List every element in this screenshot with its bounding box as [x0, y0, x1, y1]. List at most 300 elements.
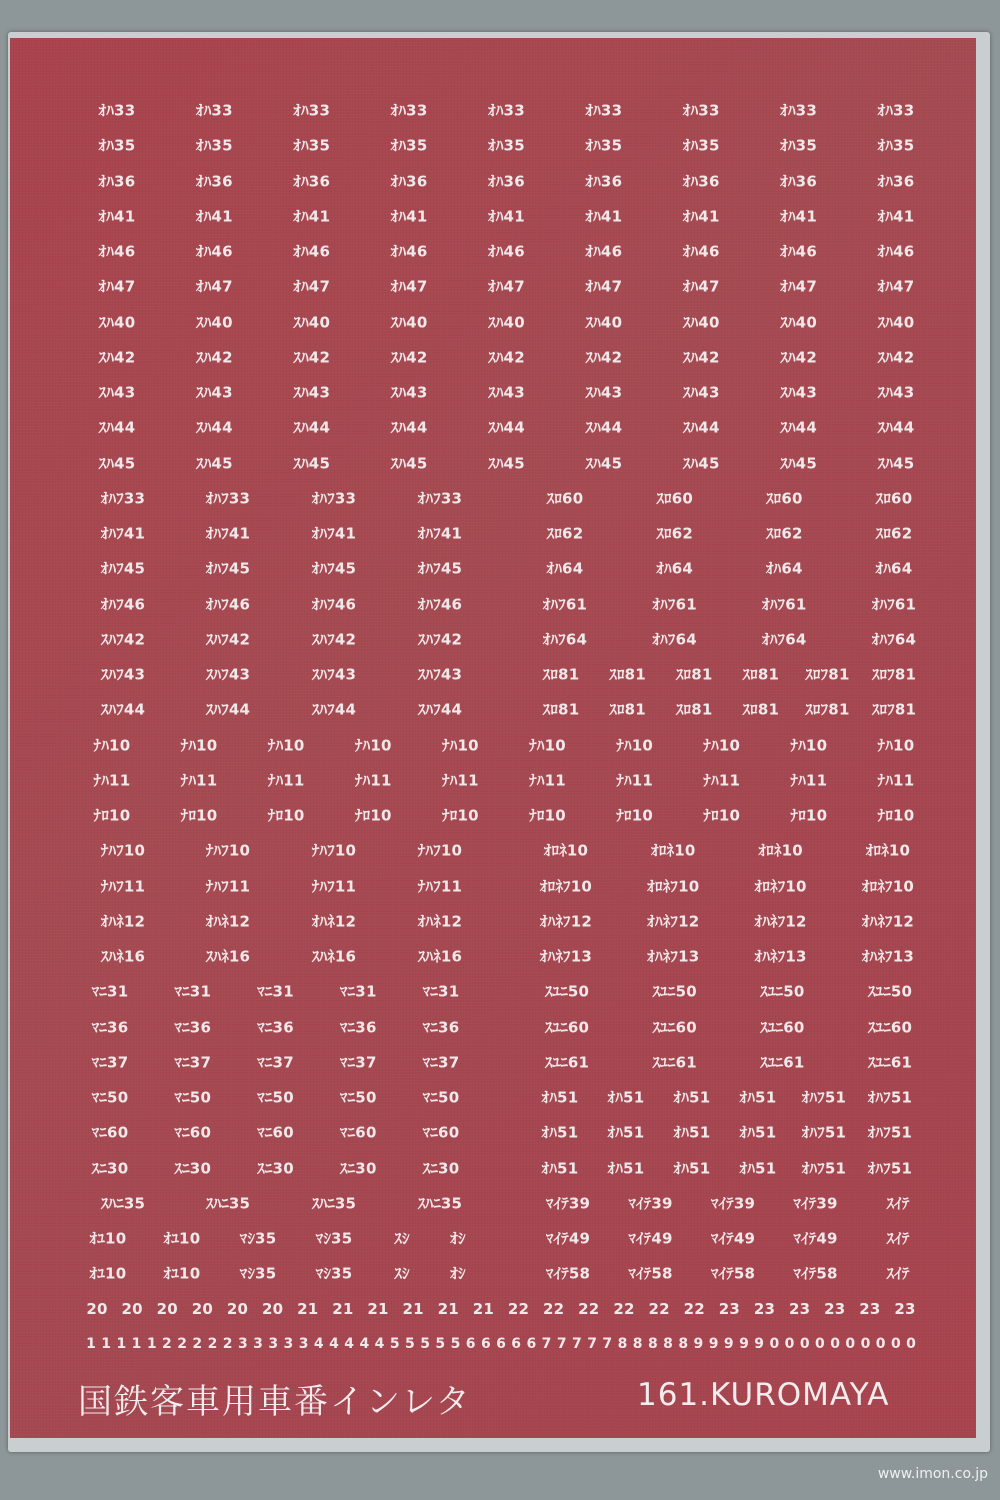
- decal-label: ｵﾊ35: [196, 136, 233, 155]
- decal-label: ｽﾊﾌ43: [100, 665, 146, 684]
- decal-label: ｽﾊﾈ16: [205, 947, 251, 966]
- decal-label: ｽﾕﾆ60: [652, 1018, 697, 1036]
- decal-label: ﾏﾆ36: [339, 1018, 377, 1036]
- decal-label: ｽﾕﾆ61: [652, 1053, 697, 1072]
- decal-label: 23: [859, 1299, 881, 1318]
- decal-label: ｵﾕ10: [163, 1229, 201, 1248]
- decal-label: ｽﾊﾈ16: [100, 947, 146, 966]
- decal-label: 7: [587, 1335, 597, 1352]
- decal-label: 23: [753, 1299, 776, 1318]
- decal-label: ｽﾊ42: [293, 348, 331, 367]
- decal-label: ｽﾊﾌ42: [100, 630, 146, 649]
- decal-label: ﾏｲﾃ39: [545, 1194, 591, 1213]
- decal-label: ﾅﾛ10: [616, 806, 653, 825]
- decal-label: ｵﾊ35: [98, 136, 136, 155]
- decal-label: ﾏﾆ37: [174, 1053, 212, 1072]
- decal-label: ｽﾊ44: [293, 418, 331, 437]
- decal-label: ｽﾛ81: [542, 665, 580, 684]
- decal-label: ﾅﾊ11: [267, 771, 305, 790]
- decal-label: 20: [86, 1299, 108, 1318]
- decal-label: 21: [332, 1299, 354, 1318]
- decal-label: ｽﾕﾆ60: [544, 1018, 590, 1036]
- decal-label: ｵﾊﾌ61: [762, 595, 807, 613]
- decal-label: ｵﾊ47: [780, 277, 817, 296]
- decal-label: 2: [222, 1335, 233, 1352]
- decal-label: ﾅﾊ10: [616, 736, 653, 754]
- decal-label: ｽﾕﾆ61: [544, 1053, 590, 1072]
- decal-label: 23: [788, 1299, 811, 1318]
- decal-label: ﾏｲﾃ49: [545, 1229, 591, 1248]
- decal-label: ｽﾊ43: [390, 383, 428, 402]
- decal-label: 0: [830, 1335, 840, 1352]
- decal-label: 0: [860, 1335, 871, 1352]
- decal-label: ｽﾊ45: [682, 454, 720, 472]
- decal-label: ｽﾊﾈ16: [417, 947, 463, 966]
- decal-label: ﾏｲﾃ58: [793, 1264, 838, 1283]
- decal-label: 20: [121, 1299, 143, 1318]
- decal-label: ﾅﾊ11: [703, 771, 741, 790]
- decal-label: ｵﾊ47: [293, 277, 331, 296]
- decal-label: ｵﾊﾈﾌ12: [647, 912, 700, 931]
- decal-label: ｵﾊ46: [682, 242, 720, 261]
- decal-label: ｽﾊ43: [98, 383, 136, 402]
- decal-label: ｽﾛ60: [875, 489, 913, 508]
- decal-label: ｽﾊ44: [488, 418, 525, 437]
- decal-label: ﾏﾆ36: [91, 1018, 129, 1036]
- decal-label: ｽﾊﾈ16: [311, 947, 357, 966]
- decal-label: ｵﾊﾌ41: [417, 524, 463, 543]
- decal-label: 4: [359, 1335, 370, 1352]
- decal-label: ｵﾕ10: [163, 1264, 201, 1283]
- decal-label: ｵﾛﾈ10: [651, 841, 696, 860]
- decal-label: ｵﾊ33: [293, 101, 331, 120]
- decal-label: 23: [718, 1299, 740, 1318]
- decal-label: ｽﾛ62: [546, 524, 584, 543]
- decal-label: 2: [162, 1335, 172, 1352]
- decal-label: ｽﾊﾆ35: [100, 1194, 146, 1213]
- decal-label: ｵﾊ64: [765, 559, 803, 578]
- decal-label: ﾅﾛ10: [267, 806, 305, 825]
- decal-label: ｵﾊﾌ45: [100, 559, 146, 578]
- decal-label: ﾏﾆ36: [257, 1018, 294, 1036]
- decal-label: ｵﾊ36: [293, 172, 331, 190]
- decal-label: 7: [602, 1335, 613, 1352]
- decal-label: 1: [86, 1335, 96, 1352]
- decal-label: ｵﾊ36: [682, 172, 720, 190]
- decal-label: ｽﾊ40: [293, 313, 331, 331]
- decal-label: ｽﾊ43: [780, 383, 817, 402]
- decal-label: ｵﾊﾌ51: [867, 1123, 913, 1142]
- decal-label: ｽｼ: [394, 1264, 410, 1283]
- decal-label: ｽﾕﾆ50: [544, 982, 590, 1001]
- decal-label: ｽﾊ42: [98, 348, 136, 367]
- decal-label: 7: [541, 1335, 552, 1352]
- decal-label: ﾏｲﾃ39: [793, 1194, 838, 1213]
- decal-label: ｽﾊ40: [877, 313, 915, 331]
- decal-label: ﾅﾛ10: [877, 806, 915, 825]
- decal-label: ｵﾊ51: [541, 1088, 579, 1107]
- decal-label: ｵﾊﾌ51: [801, 1159, 847, 1177]
- decal-label: ｵﾊ36: [98, 172, 136, 190]
- decal-label: ﾅﾛ10: [93, 806, 131, 825]
- decal-label: 23: [824, 1299, 846, 1318]
- watermark-text: www.imon.co.jp: [877, 1466, 988, 1482]
- decal-label: ｽﾊ42: [488, 348, 525, 367]
- decal-label: ｽﾛ60: [765, 489, 803, 508]
- decal-label: 8: [647, 1335, 658, 1352]
- decal-label: 2: [192, 1335, 203, 1352]
- decal-label: ｽﾊﾌ44: [205, 700, 251, 719]
- decal-label: ｵﾊ35: [390, 136, 428, 155]
- decal-label: ｵﾊﾌ51: [867, 1159, 913, 1177]
- decal-label: ｵﾊ51: [541, 1123, 579, 1142]
- decal-label: ﾏﾆ60: [257, 1123, 294, 1142]
- decal-label: ｽﾛ81: [675, 700, 713, 719]
- decal-label: ｵﾊﾌ61: [871, 595, 917, 613]
- decal-label: ｵﾊ51: [541, 1159, 579, 1177]
- decal-label: ｵﾊﾌ45: [311, 559, 357, 578]
- decal-label: ｽﾊ43: [196, 383, 233, 402]
- decal-label: ｽﾊ44: [682, 418, 720, 437]
- decal-label: ｽﾊ45: [780, 454, 817, 472]
- decal-label: ﾏﾆ50: [91, 1088, 129, 1107]
- decal-label: ﾅﾊ11: [93, 771, 131, 790]
- decal-label: ｽﾊ43: [585, 383, 623, 402]
- decal-label: ｽﾛ60: [656, 489, 693, 508]
- decal-label: ｽﾛﾌ81: [871, 665, 917, 684]
- decal-label: ｵﾊﾌ33: [100, 489, 146, 508]
- decal-label: ｵﾊﾌ61: [542, 595, 588, 613]
- decal-label: ｽﾊ40: [196, 313, 233, 331]
- decal-label: ｵｼ: [450, 1229, 466, 1248]
- decal-label: ｽﾆ30: [339, 1159, 377, 1177]
- decal-label: ｵﾊﾈ12: [205, 912, 251, 931]
- decal-label: ｽﾊ40: [585, 313, 623, 331]
- decal-label: ｵﾊ41: [877, 207, 915, 226]
- decal-label: ｵﾛﾈ10: [758, 841, 803, 860]
- decal-label: 22: [613, 1299, 635, 1318]
- decal-label: 0: [845, 1335, 856, 1352]
- decal-label: ﾅﾛ10: [180, 806, 218, 825]
- decal-label: ｵﾊﾈﾌ13: [861, 947, 915, 966]
- decal-label: ﾅﾊ11: [180, 771, 218, 790]
- decal-label: 2: [207, 1335, 218, 1352]
- decal-label: ｵﾊ41: [196, 207, 233, 226]
- decal-label: ﾅﾊ11: [790, 771, 828, 790]
- decal-label: ｵﾊ46: [585, 242, 623, 261]
- decal-label: ｵﾊﾌ45: [417, 559, 463, 578]
- decal-label: 4: [329, 1335, 339, 1352]
- decal-label: ｵﾊﾌ64: [762, 630, 807, 649]
- decal-label: 3: [283, 1335, 294, 1352]
- decal-label: ｵﾊ64: [656, 559, 693, 578]
- decal-label: ｽﾆ30: [174, 1159, 212, 1177]
- decal-label: ｵﾊ47: [390, 277, 428, 296]
- decal-label: 4: [374, 1335, 385, 1352]
- decal-label: ｽﾕﾆ60: [867, 1018, 913, 1036]
- decal-label: 22: [543, 1299, 565, 1318]
- decal-label: ｵﾊ33: [585, 101, 623, 120]
- decal-label: ｽﾊ43: [682, 383, 720, 402]
- decal-label: ﾅﾊ10: [790, 736, 828, 754]
- decal-label: ｽﾊ44: [780, 418, 817, 437]
- decal-label: ｵﾊ33: [488, 101, 525, 120]
- decal-label: ｽﾊ42: [780, 348, 817, 367]
- decal-label: ｵﾊﾌ46: [311, 595, 357, 613]
- decal-label: 1: [101, 1335, 112, 1352]
- decal-label: ｽﾊ42: [390, 348, 428, 367]
- decal-label: ｽﾊ45: [196, 454, 233, 472]
- decal-label: ｽﾊﾆ35: [205, 1194, 251, 1213]
- decal-label: ｽﾊﾌ43: [205, 665, 251, 684]
- decal-label: ｵﾛﾈﾌ10: [647, 877, 700, 895]
- decal-label: ｽﾛ81: [609, 700, 646, 719]
- decal-label: ﾅﾛ10: [703, 806, 741, 825]
- decal-label: 9: [723, 1335, 734, 1352]
- decal-label: 0: [769, 1335, 780, 1352]
- decal-label: ｽﾊﾆ35: [417, 1194, 463, 1213]
- decal-label: ｵﾊ51: [607, 1088, 645, 1107]
- decal-label: ｽﾛ62: [765, 524, 803, 543]
- decal-label: ｵﾊ64: [546, 559, 584, 578]
- decal-label: ﾅﾊﾌ11: [311, 877, 357, 895]
- decal-label: 6: [511, 1335, 522, 1352]
- decal-label: ｵﾊﾈ12: [100, 912, 146, 931]
- decal-label: ﾏﾆ60: [422, 1123, 460, 1142]
- decal-label: ｽﾊ45: [488, 454, 525, 472]
- decal-label: ｽﾊﾌ42: [311, 630, 357, 649]
- decal-label: 5: [389, 1335, 400, 1352]
- decal-label: ﾏﾆ50: [422, 1088, 460, 1107]
- decal-label: ﾏﾆ37: [91, 1053, 129, 1072]
- decal-label: ﾏﾆ60: [91, 1123, 129, 1142]
- decal-label: ｽﾆ30: [422, 1159, 460, 1177]
- decal-label: 1: [146, 1335, 157, 1352]
- decal-label: ﾏｲﾃ58: [545, 1264, 591, 1283]
- decal-label: ｵﾊﾌ41: [100, 524, 146, 543]
- decal-label: 0: [906, 1335, 916, 1352]
- decal-label: ｽﾊ45: [293, 454, 331, 472]
- decal-label: 0: [875, 1335, 886, 1352]
- decal-label: 1: [116, 1335, 127, 1352]
- decal-label: 22: [683, 1299, 705, 1318]
- decal-label: ｽﾕﾆ50: [867, 982, 913, 1001]
- decal-label: ｵﾊ46: [877, 242, 915, 261]
- decal-label: ﾅﾊ10: [442, 736, 479, 754]
- decal-label: ｵﾊ47: [98, 277, 136, 296]
- decal-label: ﾅﾊﾌ10: [205, 841, 251, 860]
- decal-label: ﾅﾊ10: [703, 736, 741, 754]
- decal-label: ﾅﾊﾌ10: [100, 841, 146, 860]
- decal-label: ｵﾊﾈﾌ13: [539, 947, 593, 966]
- decal-label: ﾅﾊﾌ11: [417, 877, 463, 895]
- decal-label: ｽﾊﾆ35: [311, 1194, 357, 1213]
- decal-label: ｵﾕ10: [89, 1229, 127, 1248]
- decal-label: ｽﾕﾆ60: [760, 1018, 805, 1036]
- decal-label: ﾏﾆ31: [422, 982, 460, 1001]
- decal-label: ｽﾊ43: [293, 383, 331, 402]
- decal-label: ｵﾊ51: [739, 1088, 777, 1107]
- decal-label: ｵｼ: [450, 1264, 466, 1283]
- decal-label: 9: [739, 1335, 749, 1352]
- decal-label: ﾏﾆ36: [422, 1018, 460, 1036]
- decal-label: ｵﾊ47: [682, 277, 720, 296]
- decal-label: ｽﾛﾌ81: [805, 665, 850, 684]
- decal-label: ﾏｲﾃ39: [628, 1194, 673, 1213]
- decal-label: ﾅﾊﾌ11: [100, 877, 146, 895]
- decal-label: ｵﾊ36: [196, 172, 233, 190]
- decal-label: ｵﾛﾈﾌ10: [861, 877, 915, 895]
- decal-label: ｵﾊﾈﾌ12: [539, 912, 593, 931]
- decal-label: ｽﾊﾌ42: [205, 630, 251, 649]
- decal-label: 21: [297, 1299, 319, 1318]
- decal-label: ｽﾊﾌ44: [417, 700, 463, 719]
- decal-label: ｵﾊ36: [488, 172, 525, 190]
- decal-label: ｵﾊﾌ46: [417, 595, 463, 613]
- decal-label: ﾏﾆ31: [339, 982, 377, 1001]
- decal-label: ｵﾊﾌ51: [867, 1088, 913, 1107]
- decal-label: ﾏﾆ31: [174, 982, 212, 1001]
- decal-label: ｵﾊ51: [673, 1123, 711, 1142]
- decal-label: 21: [367, 1299, 389, 1318]
- decal-label: ｽｼ: [394, 1229, 410, 1248]
- decal-label: ｵﾊ36: [877, 172, 915, 190]
- decal-label: ｵﾊ41: [585, 207, 623, 226]
- decal-label: ｵﾊ46: [196, 242, 233, 261]
- decal-label: ｵﾊﾌ46: [100, 595, 146, 613]
- decal-label: ｵﾊ51: [673, 1088, 711, 1107]
- decal-label: ﾏﾆ37: [339, 1053, 377, 1072]
- decal-label: ｽﾊﾌ44: [100, 700, 146, 719]
- decal-label: ｽﾛ81: [675, 665, 713, 684]
- decal-label: ｽﾊ40: [780, 313, 817, 331]
- decal-label: 0: [890, 1335, 901, 1352]
- decal-label: ｽﾊ42: [682, 348, 720, 367]
- decal-label: 7: [556, 1335, 567, 1352]
- decal-label: ｽﾊ45: [98, 454, 136, 472]
- decal-label: ｵﾊﾈ12: [417, 912, 463, 931]
- brand-label: 161.KUROMAYA: [637, 1377, 890, 1413]
- decal-label: ｽﾊ44: [390, 418, 428, 437]
- decal-label: ｽﾊ40: [488, 313, 525, 331]
- decal-label: ｵﾊﾈ12: [311, 912, 357, 931]
- decal-label: ﾏｼ35: [315, 1229, 353, 1248]
- decal-label: 9: [708, 1335, 719, 1352]
- decal-label: 5: [405, 1335, 415, 1352]
- decal-label: 6: [496, 1335, 506, 1352]
- decal-label: ﾏｲﾃ49: [628, 1229, 673, 1248]
- decal-label: 3: [253, 1335, 263, 1352]
- decal-label: ｽﾛﾌ81: [871, 700, 917, 719]
- decal-label: 3: [298, 1335, 309, 1352]
- decal-label: ｵﾊ33: [98, 101, 136, 120]
- decal-label: 21: [402, 1299, 424, 1318]
- decal-label: ｽﾊ40: [98, 313, 136, 331]
- decal-label: 9: [693, 1335, 704, 1352]
- decal-label: ｵﾛﾈﾌ10: [754, 877, 807, 895]
- decal-label: ｽｲﾃ: [886, 1194, 910, 1213]
- decal-label: ｵﾊﾌ64: [871, 630, 917, 649]
- decal-label: ｵﾊ51: [607, 1123, 645, 1142]
- decal-label: ｽﾕﾆ61: [867, 1053, 913, 1072]
- decal-label: 5: [450, 1335, 461, 1352]
- decal-label: ｽﾆ30: [257, 1159, 294, 1177]
- decal-label: ｵﾊ51: [673, 1159, 711, 1177]
- decal-label: ｽﾊﾌ44: [311, 700, 357, 719]
- decal-label: ｵﾛﾈﾌ10: [539, 877, 593, 895]
- decal-label: ﾏﾆ31: [257, 982, 294, 1001]
- decal-label: 5: [420, 1335, 430, 1352]
- decal-label: ﾅﾊ11: [877, 771, 915, 790]
- decal-label: 8: [663, 1335, 673, 1352]
- decal-label: ｵﾊ46: [293, 242, 331, 261]
- decal-label: ｽﾛ81: [742, 700, 780, 719]
- decal-label: ｵﾊ35: [293, 136, 331, 155]
- decal-label: ｽﾕﾆ50: [652, 982, 697, 1001]
- decal-label: ｽﾊ42: [196, 348, 233, 367]
- decal-label: ﾏﾆ50: [257, 1088, 294, 1107]
- decal-label: ｵﾊﾌ45: [205, 559, 251, 578]
- decal-label: ｽﾛﾌ81: [805, 700, 850, 719]
- decal-label: ｵﾊﾈﾌ12: [754, 912, 807, 931]
- decal-label: 20: [191, 1299, 214, 1318]
- decal-label: ﾅﾊ10: [267, 736, 305, 754]
- decal-label: ｵﾊ41: [488, 207, 525, 226]
- decal-label: ｽﾊﾌ43: [417, 665, 463, 684]
- decal-label: ｵﾊ33: [390, 101, 428, 120]
- decal-label: ﾅﾛ10: [442, 806, 479, 825]
- decal-label: 0: [799, 1335, 810, 1352]
- decal-label: ｵﾊﾌ64: [542, 630, 588, 649]
- decal-label: ｽﾆ30: [91, 1159, 129, 1177]
- decal-label: ｵﾊ51: [739, 1123, 777, 1142]
- decal-label: ｵﾊ51: [739, 1159, 777, 1177]
- decal-label: ｵﾊ36: [780, 172, 817, 190]
- decal-label: ﾏﾆ36: [174, 1018, 212, 1036]
- decal-label: ｵﾕ10: [89, 1264, 127, 1283]
- decal-label: ｽﾊ40: [390, 313, 428, 331]
- decal-label: ﾅﾊ10: [877, 736, 915, 754]
- decal-label: ﾅﾊ11: [529, 771, 566, 790]
- decal-label: ﾅﾊﾌ11: [205, 877, 251, 895]
- decal-label: ﾅﾊ11: [442, 771, 479, 790]
- decal-label: 8: [632, 1335, 643, 1352]
- decal-label: ｵﾊ33: [682, 101, 720, 120]
- decal-label: 9: [754, 1335, 765, 1352]
- decal-label: ｽﾛ81: [609, 665, 646, 684]
- decal-label: ｽﾛ62: [656, 524, 693, 543]
- decal-label: ｽﾊ43: [877, 383, 915, 402]
- decal-label: ﾅﾊ11: [616, 771, 653, 790]
- decal-label: 0: [815, 1335, 825, 1352]
- decal-label: 8: [617, 1335, 628, 1352]
- decal-label: ｵﾊ46: [390, 242, 428, 261]
- decal-label: ﾏｲﾃ58: [710, 1264, 756, 1283]
- decal-label: ﾏｲﾃ49: [710, 1229, 756, 1248]
- decal-label: ｵﾊﾌ41: [311, 524, 357, 543]
- decal-label: ｵﾊ47: [488, 277, 525, 296]
- decal-label: ﾅﾊﾌ10: [311, 841, 357, 860]
- decal-label: ｵﾊﾌ33: [205, 489, 251, 508]
- decal-label: ｵﾊﾌ51: [801, 1088, 847, 1107]
- decal-label: ｵﾊ35: [488, 136, 525, 155]
- decal-label: 3: [237, 1335, 248, 1352]
- decal-label: ｵﾛﾈ10: [865, 841, 911, 860]
- decal-label: ﾏﾆ31: [91, 982, 129, 1001]
- decal-label: ﾏｲﾃ49: [793, 1229, 838, 1248]
- decal-label: 20: [262, 1299, 284, 1318]
- decal-label: ｵﾊ51: [607, 1159, 645, 1177]
